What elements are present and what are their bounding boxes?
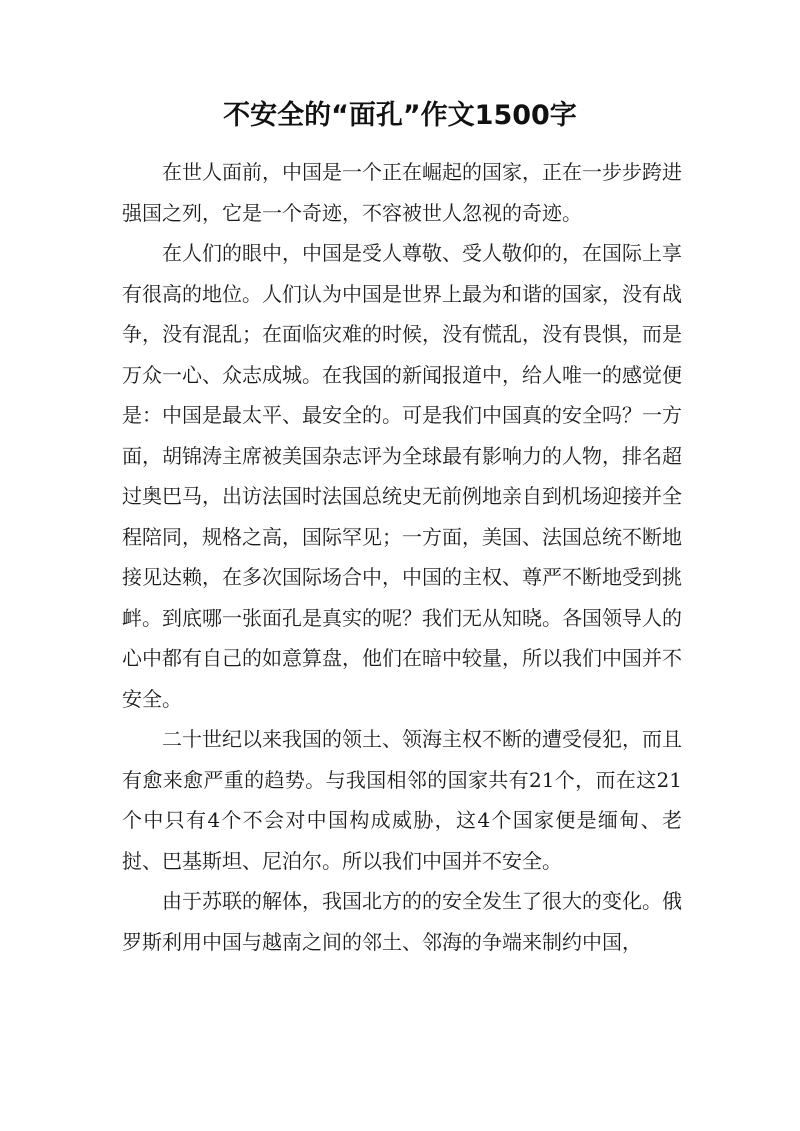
- document-body: [122, 152, 682, 962]
- document-title: 不安全的“面孔”作文1500字: [223, 100, 577, 131]
- paragraph-3: 二十世纪以来我国的领土、领海主权不断的遭受侵犯，而且有愈来愈严重的趋势。与我国相邻的国家共有21个，而在这21个中只有4个不会对中国构成威胁，这4个国家便是缅甸、老挝、巴基斯坦、尼泊尔。所以我们中国并不安全。: [122, 727, 682, 873]
- paragraph-4: 由于苏联的解体，我国北方的的安全发生了很大的变化。俄罗斯利用中国与越南之间的邻土、邻海的争端来制约中国，: [122, 889, 682, 954]
- paragraph-1: 在世人面前，中国是一个正在崛起的国家，正在一步步跨进强国之列，它是一个奇迹，不容被世人忽视的奇迹。: [122, 160, 682, 225]
- paragraph-2: 在人们的眼中，中国是受人尊敬、受人敬仰的，在国际上享有很高的地位。人们认为中国是世界上最为和谐的国家，没有战争，没有混乱；在面临灾难的时候，没有慌乱，没有畏惧，而是万众一心、众志成城。在我国的新闻报道中，给人唯一的感觉便是：中国是最太平、最安全的。可是我们中国真的安全吗？一方面，胡锦涛主席被美国杂志评为全球最有影响力的人物，排名超过奥巴马，出访法国时法国总统史无前例地亲自到机场迎接并全程陪同，规格之高，国际罕见；一方面，美国、法国总统不断地接见达赖，在多次国际场合中，中国的主权、尊严不断地受到挑衅。到底哪一张面孔是真实的呢？我们无从知晓。各国领导人的心中都有自己的如意算盘，他们在暗中较量，所以我们中国并不安全。: [122, 241, 682, 711]
